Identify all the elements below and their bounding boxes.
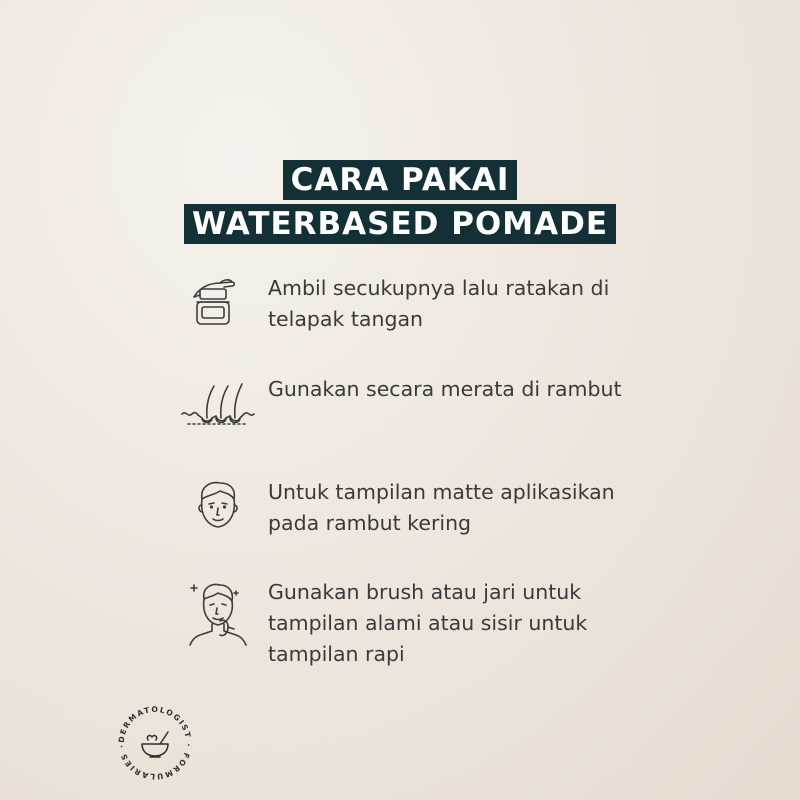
svg-text:DERMATOLOGIST · FORMULARIES ·	[117, 705, 193, 781]
hand-jar-icon	[180, 273, 256, 349]
step-1-text: Ambil secukupnya lalu ratakan di telapak tangan	[268, 276, 610, 331]
step-2-text: Gunakan secara merata di rambut	[268, 377, 622, 401]
man-face-icon	[180, 477, 256, 553]
man-styling-hair-icon	[180, 577, 256, 653]
page-title	[0, 160, 800, 244]
step-4-text: Gunakan brush atau jari untuk tampilan alami atau sisir untuk tampilan rapi	[268, 580, 588, 666]
badge-text: DERMATOLOGIST · FORMULARIES ·	[116, 704, 194, 782]
dermatologist-formularies-badge	[112, 700, 198, 786]
title-line-2: WATERBASED POMADE	[184, 204, 616, 244]
step-3-text: Untuk tampilan matte aplikasikan pada rambut kering	[268, 480, 615, 535]
badge-svg	[112, 700, 198, 786]
hair-strands-icon	[180, 374, 256, 450]
title-line-1: CARA PAKAI	[283, 160, 518, 200]
mortar-pestle-icon	[142, 732, 168, 757]
